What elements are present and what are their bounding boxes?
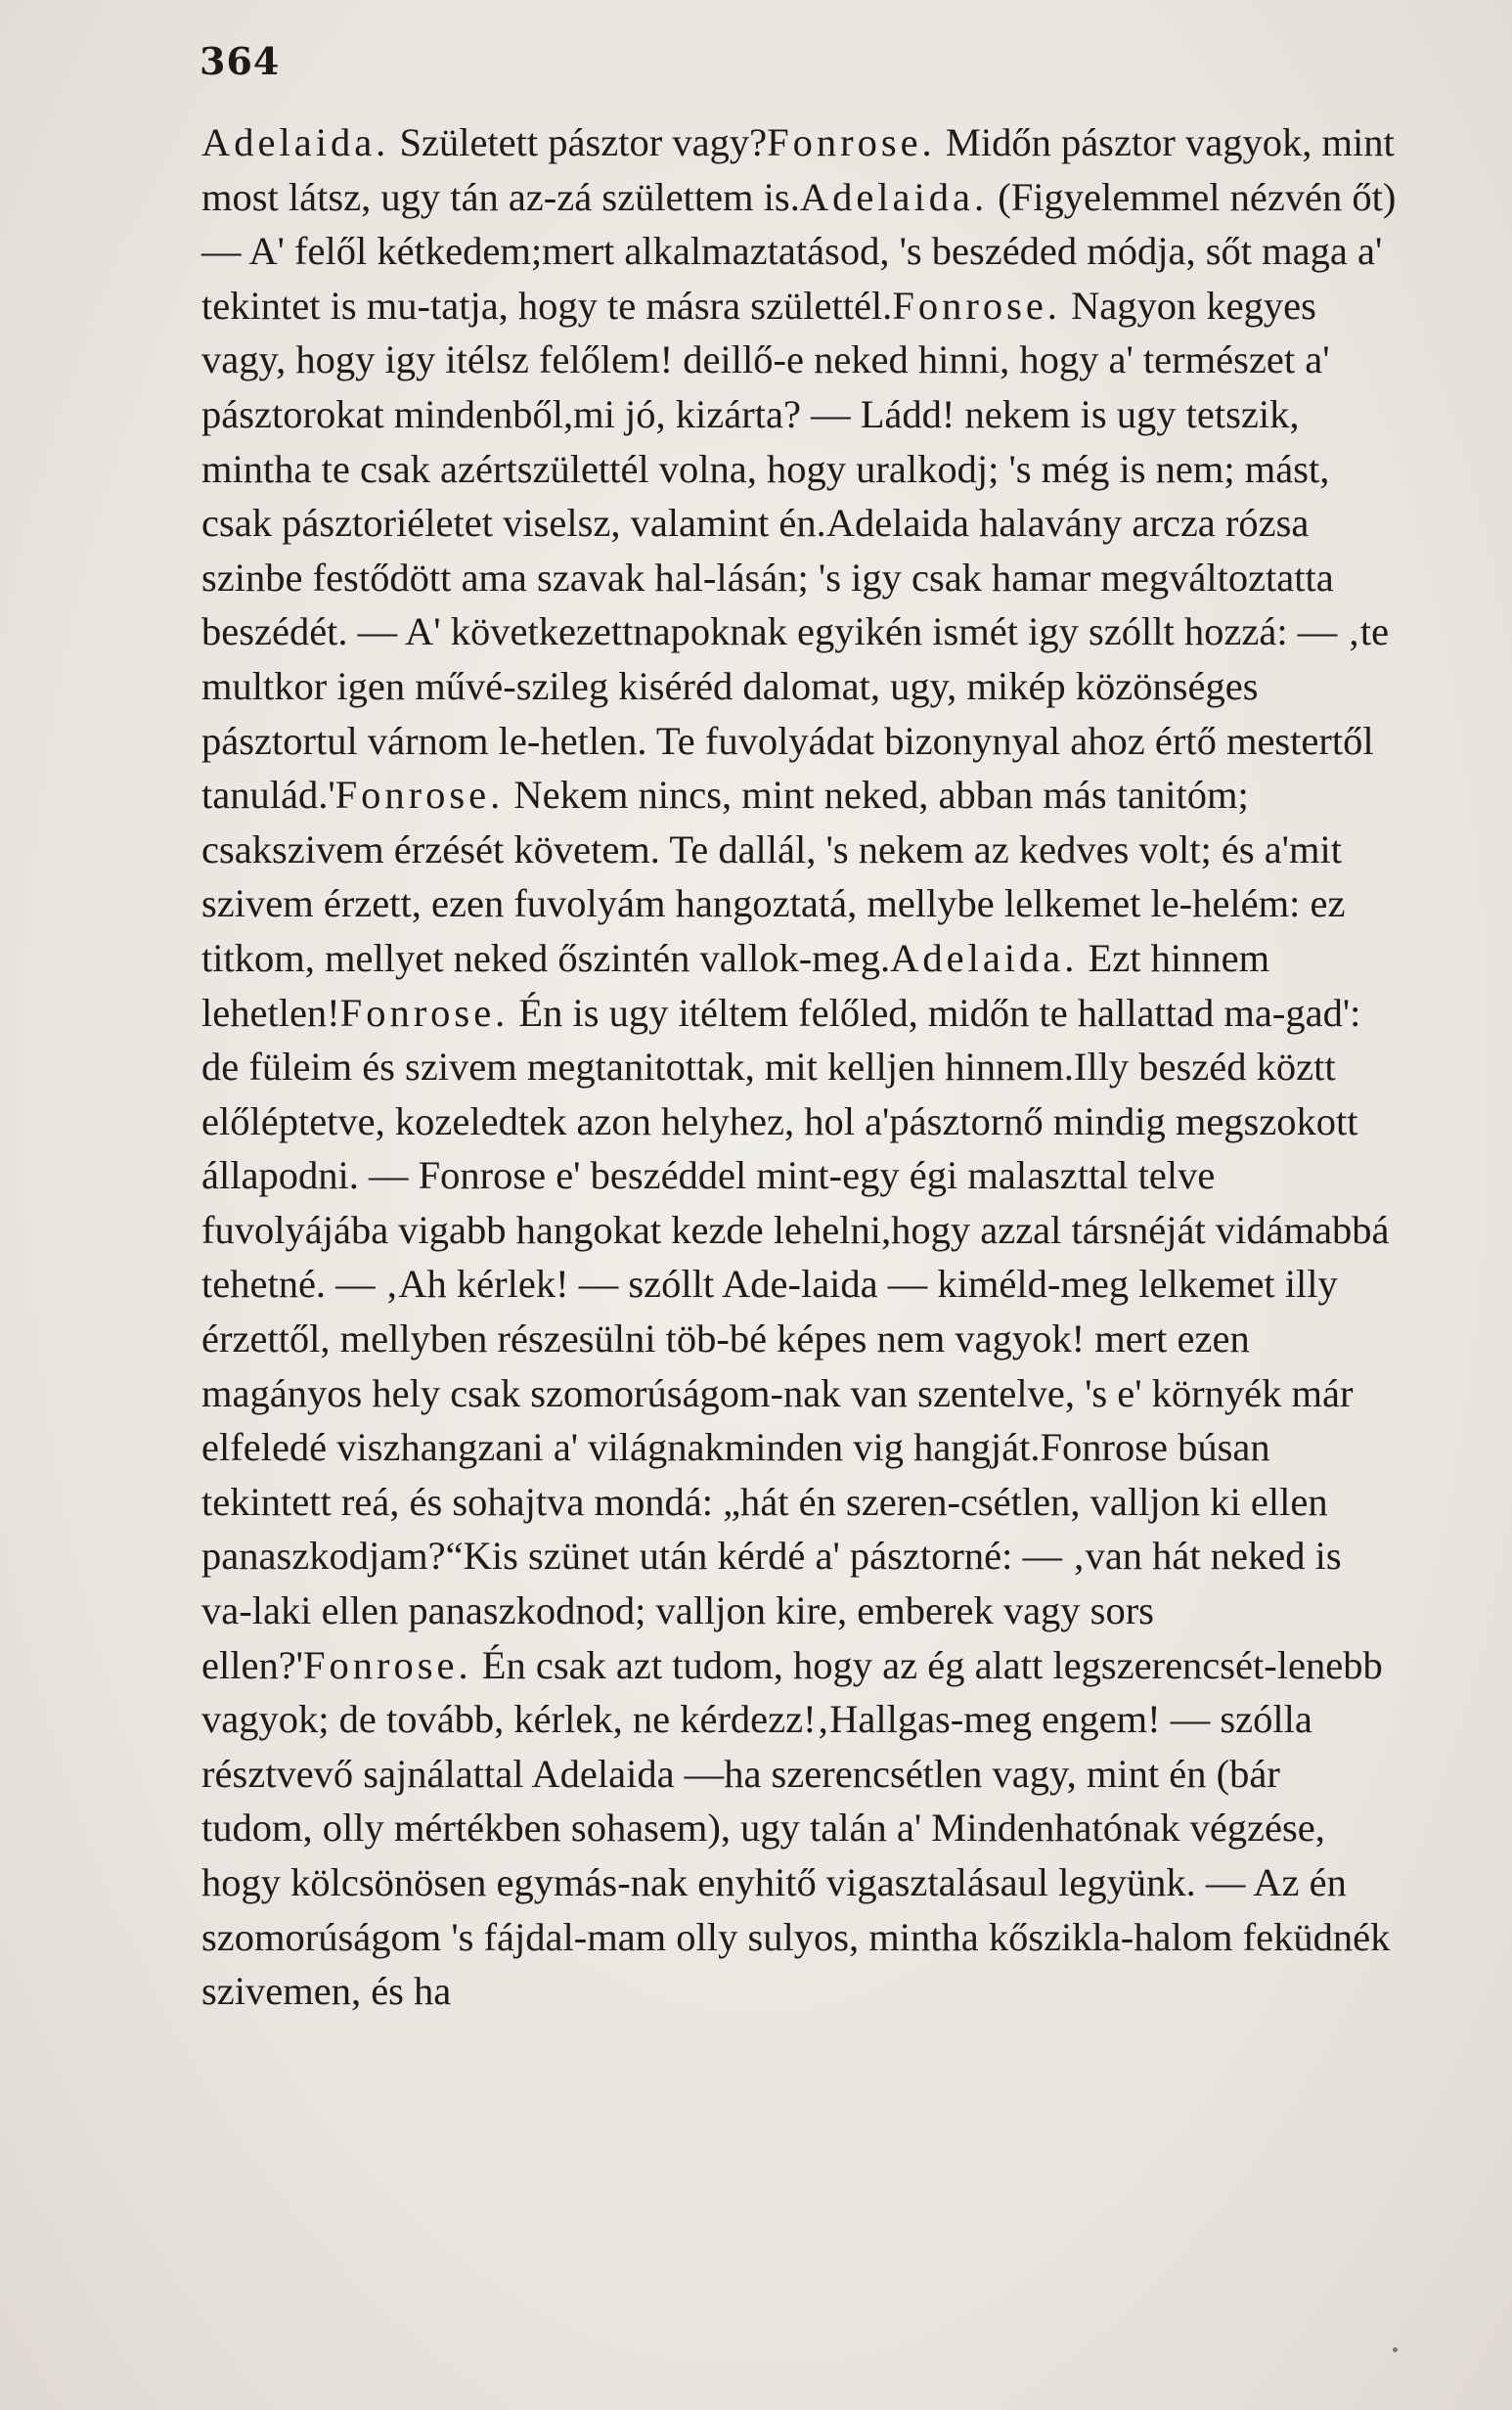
line-text: szileg kiséréd dalomat, ugy, mikép közönséges pásztortul várnom le- [201, 663, 1259, 763]
line-text: Én is ugy itéltem felőled, midőn te hallattad ma- [509, 990, 1286, 1035]
speaker-name: Adelaida. [890, 935, 1079, 980]
speaker-name: Fonrose. [892, 283, 1061, 328]
line-text: hogy azzal társnéját vidámabbá tehetné. — ‚Ah kérlek! — szóllt Ade- [201, 1207, 1390, 1307]
line-text: Én csak azt tudom, hogy az ég alatt legszerencsét- [471, 1642, 1277, 1687]
line-text: ‚Hallgas-meg engem! — szólla résztvevő sajnálattal Adelaida — [201, 1697, 1312, 1796]
speaker-name: Fonrose. [767, 120, 936, 164]
text-line [272, 827, 1289, 871]
text-line [340, 991, 1286, 1035]
text-line [407, 501, 825, 545]
line-text: mi jó, kizárta? — Ládd! nekem is ugy tetszik, mintha te csak azért [201, 391, 1300, 491]
speaker-name: Adelaida. [201, 120, 390, 164]
line-text: hetlen. Te fuvolyádat bizonynyal ahoz értő mestertől tanulád.' [201, 718, 1374, 818]
line-text: laida — kiméld-meg lelkemet illy érzettől, mellyben részesülni töb- [201, 1262, 1338, 1361]
speaker-name: Adelaida. [799, 174, 989, 219]
speaker-name: Fonrose. [302, 1642, 472, 1687]
line-text: csétlen, valljon ki ellen panaszkodjam?“ [201, 1479, 1328, 1579]
speaker-name: Fonrose. [339, 990, 510, 1035]
line-text: sem), ugy talán a' Mindenhatónak végzése, hogy kölcsönösen egymás- [201, 1806, 1325, 1904]
line-text: Született pásztor vagy? [389, 120, 768, 164]
line-text: életet viselsz, valamint én. [407, 501, 826, 546]
line-text: egy égi malaszttal telve fuvolyájába vigabb hangokat kezde lehelni, [201, 1153, 1216, 1252]
line-text: ha szerencsétlen vagy, mint én (bár tudom, olly mértékben soha [201, 1751, 1280, 1851]
line-text: Fonrose búsan tekintett reá, és sohajtva mondá: „hát én szeren- [201, 1425, 1270, 1524]
line-text: nak enyhitő vigasztalásaul legyünk. — Az én szomorúságom 's fájdal- [201, 1860, 1347, 1959]
line-text: Ezt hinnem lehetlen! [201, 935, 1270, 1035]
line-text: lásán; 's igy csak hamar megváltoztatta beszédét. — A' következett [201, 555, 1334, 654]
ink-speck [1393, 2347, 1398, 2352]
text-line [430, 284, 892, 328]
line-text: minden vig hangját. [724, 1425, 1041, 1470]
line-text: nak van szentelve, 's e' környék már elfeledé viszhangzani a' világnak [201, 1370, 1354, 1470]
line-text: lenebb vagyok; de tovább, kérlek, ne kérdezz! [201, 1642, 1383, 1742]
line-text: tatja, hogy te másra születtél. [429, 283, 893, 328]
line-text: Illy beszéd köztt előléptetve, kozeledtek azon helyhez, hol a' [201, 1045, 1336, 1143]
line-text: gad': de füleim és szivem megtanitottak, mit kelljen hinnem. [201, 990, 1361, 1090]
line-text: illő-e neked hinni, hogy a' természet a' pásztorokat mindenből, [201, 337, 1330, 436]
line-text: Adelaida halavány arcza rózsa szinbe festődött ama szavak hal- [201, 501, 1310, 600]
line-text: Nekem nincs, mint neked, abban más tanitóm; csak [201, 773, 1249, 871]
line-text: helém: ez titkom, mellyet neked őszintén vallok-meg. [201, 881, 1346, 980]
line-text: mert alkalmaztatásod, 's beszéded módja, sőt maga a' tekintet is mu- [201, 229, 1383, 328]
text-line [556, 175, 800, 219]
line-text: zá születtem is. [556, 174, 800, 219]
text-line [725, 1425, 1041, 1469]
text-line [303, 1643, 1277, 1687]
line-text: szivem érzését követem. Te dallál, 's nekem az kedves volt; és a' [271, 826, 1289, 871]
line-text: Nagyon kegyes vagy, hogy igy itélsz felőlem! de [201, 283, 1316, 382]
line-text: laki ellen panaszkodnod; valljon kire, emberek vagy sors ellen?' [201, 1588, 1154, 1687]
line-text: (Figyelemmel nézvén őt) — A' felől kétkedem; [201, 174, 1397, 274]
text-line [201, 120, 767, 164]
line-text: mit szivem érzett, ezen fuvolyám hangoztatá, mellybe lelkemet le- [201, 826, 1342, 926]
line-text: bé képes nem vagyok! mert ezen magányos hely csak szomorúságom- [201, 1317, 1250, 1415]
line-text: Midőn pásztor vagyok, mint most látsz, ugy tán az- [201, 120, 1395, 219]
line-text: Kis szünet után kérdé a' pásztorné: — ‚van hát neked is va- [201, 1534, 1342, 1633]
line-text: születtél volna, hogy uralkodj; 's még is nem; mást, csak pásztori [201, 446, 1330, 546]
body-text [201, 115, 1397, 2019]
line-text: mam olly sulyos, mintha kőszikla-halom feküdnék szivemen, és ha [201, 1914, 1391, 2014]
speaker-name: Fonrose. [334, 773, 505, 818]
page-number: 364 [200, 39, 281, 83]
line-text: napoknak egyikén ismét igy szóllt hozzá: — ‚te multkor igen művé- [201, 609, 1390, 708]
line-text: pásztornő mindig megszokott állapodni. — Fonrose e' beszéddel mint- [201, 1098, 1358, 1198]
